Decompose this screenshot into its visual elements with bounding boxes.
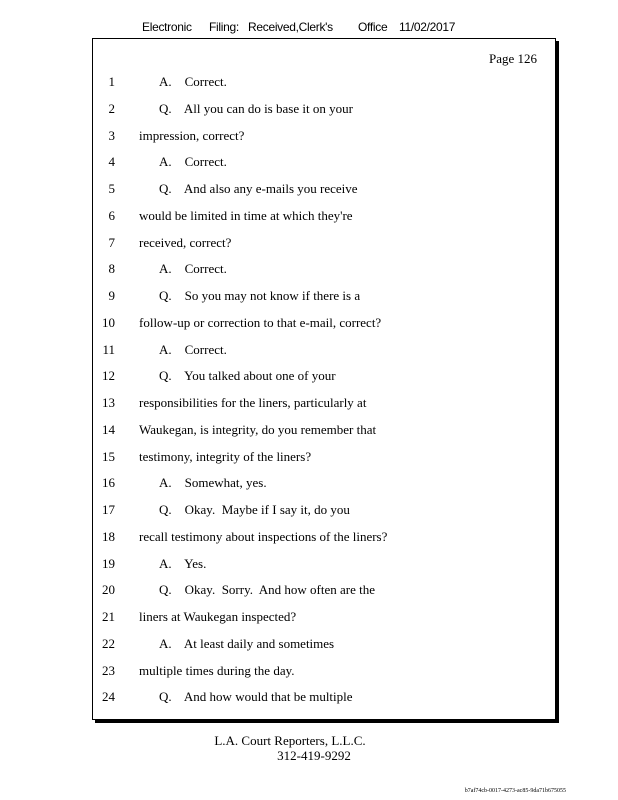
line-text: follow-up or correction to that e-mail, correct? (139, 314, 382, 330)
transcript-line (93, 420, 555, 447)
transcript-page (92, 38, 556, 720)
header-filing: Filing: (209, 20, 239, 34)
transcript-line (93, 313, 555, 340)
line-text: would be limited in time at which they're (139, 207, 353, 223)
line-text: Q. And also any e-mails you receive (159, 181, 358, 196)
transcript-line (93, 259, 555, 286)
line-number: 8 (108, 261, 115, 277)
line-number: 19 (102, 555, 115, 571)
line-text: multiple times during the day. (139, 662, 295, 678)
filing-header (0, 20, 618, 38)
header-date: 11/02/2017 (399, 20, 456, 34)
line-text: Q. You talked about one of your (159, 368, 336, 384)
line-text: Q. So you may not know if there is a (159, 288, 361, 303)
transcript-line (93, 580, 555, 607)
court-reporter-phone: 312-419-9292 (277, 748, 351, 763)
line-number: 11 (102, 341, 115, 357)
line-text: responsibilities for the liners, particularly at (139, 395, 367, 410)
line-number: 21 (102, 609, 115, 624)
line-text: A. At least daily and sometimes (159, 635, 335, 651)
line-number: 12 (102, 368, 115, 384)
line-number: 2 (108, 100, 115, 116)
transcript-line (93, 554, 555, 581)
line-number: 14 (102, 421, 115, 437)
line-number: 13 (102, 395, 115, 410)
header-received: Received,Clerk's (248, 20, 333, 34)
line-text: Q. And how would that be multiple (159, 689, 353, 705)
line-text: testimony, integrity of the liners? (139, 448, 312, 464)
header-office: Office (358, 20, 388, 34)
transcript-line (93, 179, 555, 206)
transcript-line (93, 72, 555, 99)
line-number: 4 (108, 154, 115, 170)
line-number: 18 (102, 528, 115, 544)
line-text: received, correct? (139, 234, 232, 250)
transcript-line (93, 366, 555, 393)
transcript-line (93, 473, 555, 500)
line-number: 24 (102, 689, 115, 705)
line-number: 23 (102, 662, 115, 678)
transcript-line (93, 126, 555, 153)
line-text: Q. All you can do is base it on your (159, 100, 353, 116)
line-number: 20 (102, 582, 115, 598)
transcript-line (93, 634, 555, 661)
line-text: A. Yes. (159, 555, 207, 571)
court-reporter-name: L.A. Court Reporters, L.L.C. (214, 733, 366, 748)
transcript-line (93, 340, 555, 367)
header-electronic: Electronic (142, 20, 192, 34)
document-hash: b7af74cb-0017-4273-ac85-9da71b675055 (464, 788, 566, 794)
line-text: impression, correct? (139, 127, 245, 143)
line-number: 22 (102, 635, 115, 651)
transcript-lines (93, 72, 555, 714)
transcript-line (93, 447, 555, 474)
line-text: A. Correct. (159, 74, 227, 89)
line-text: liners at Waukegan inspected? (139, 609, 297, 624)
line-number: 6 (108, 207, 115, 223)
line-number: 10 (102, 314, 115, 330)
transcript-line (93, 152, 555, 179)
transcript-line (93, 99, 555, 126)
transcript-line (93, 527, 555, 554)
line-text: A. Correct. (159, 341, 227, 357)
line-text: recall testimony about inspections of the liners? (139, 528, 388, 544)
line-text: A. Correct. (159, 154, 227, 170)
transcript-line (93, 206, 555, 233)
transcript-line (93, 661, 555, 688)
line-number: 15 (102, 448, 115, 464)
line-number: 16 (102, 475, 115, 491)
transcript-line (93, 233, 555, 260)
line-text: A. Somewhat, yes. (159, 475, 267, 491)
transcript-line (93, 687, 555, 714)
line-number: 1 (108, 74, 115, 89)
line-number: 9 (108, 288, 115, 303)
line-text: A. Correct. (159, 261, 227, 277)
line-number: 3 (108, 127, 115, 143)
line-number: 17 (102, 502, 115, 517)
line-text: Waukegan, is integrity, do you remember that (139, 421, 377, 437)
transcript-line (93, 286, 555, 313)
line-number: 7 (108, 234, 115, 250)
line-number: 5 (108, 181, 115, 196)
transcript-line (93, 393, 555, 420)
transcript-line (93, 607, 555, 634)
page-number: Page 126 (488, 51, 537, 66)
line-text: Q. Okay. Sorry. And how often are the (159, 582, 376, 598)
line-text: Q. Okay. Maybe if I say it, do you (159, 502, 350, 517)
transcript-line (93, 500, 555, 527)
